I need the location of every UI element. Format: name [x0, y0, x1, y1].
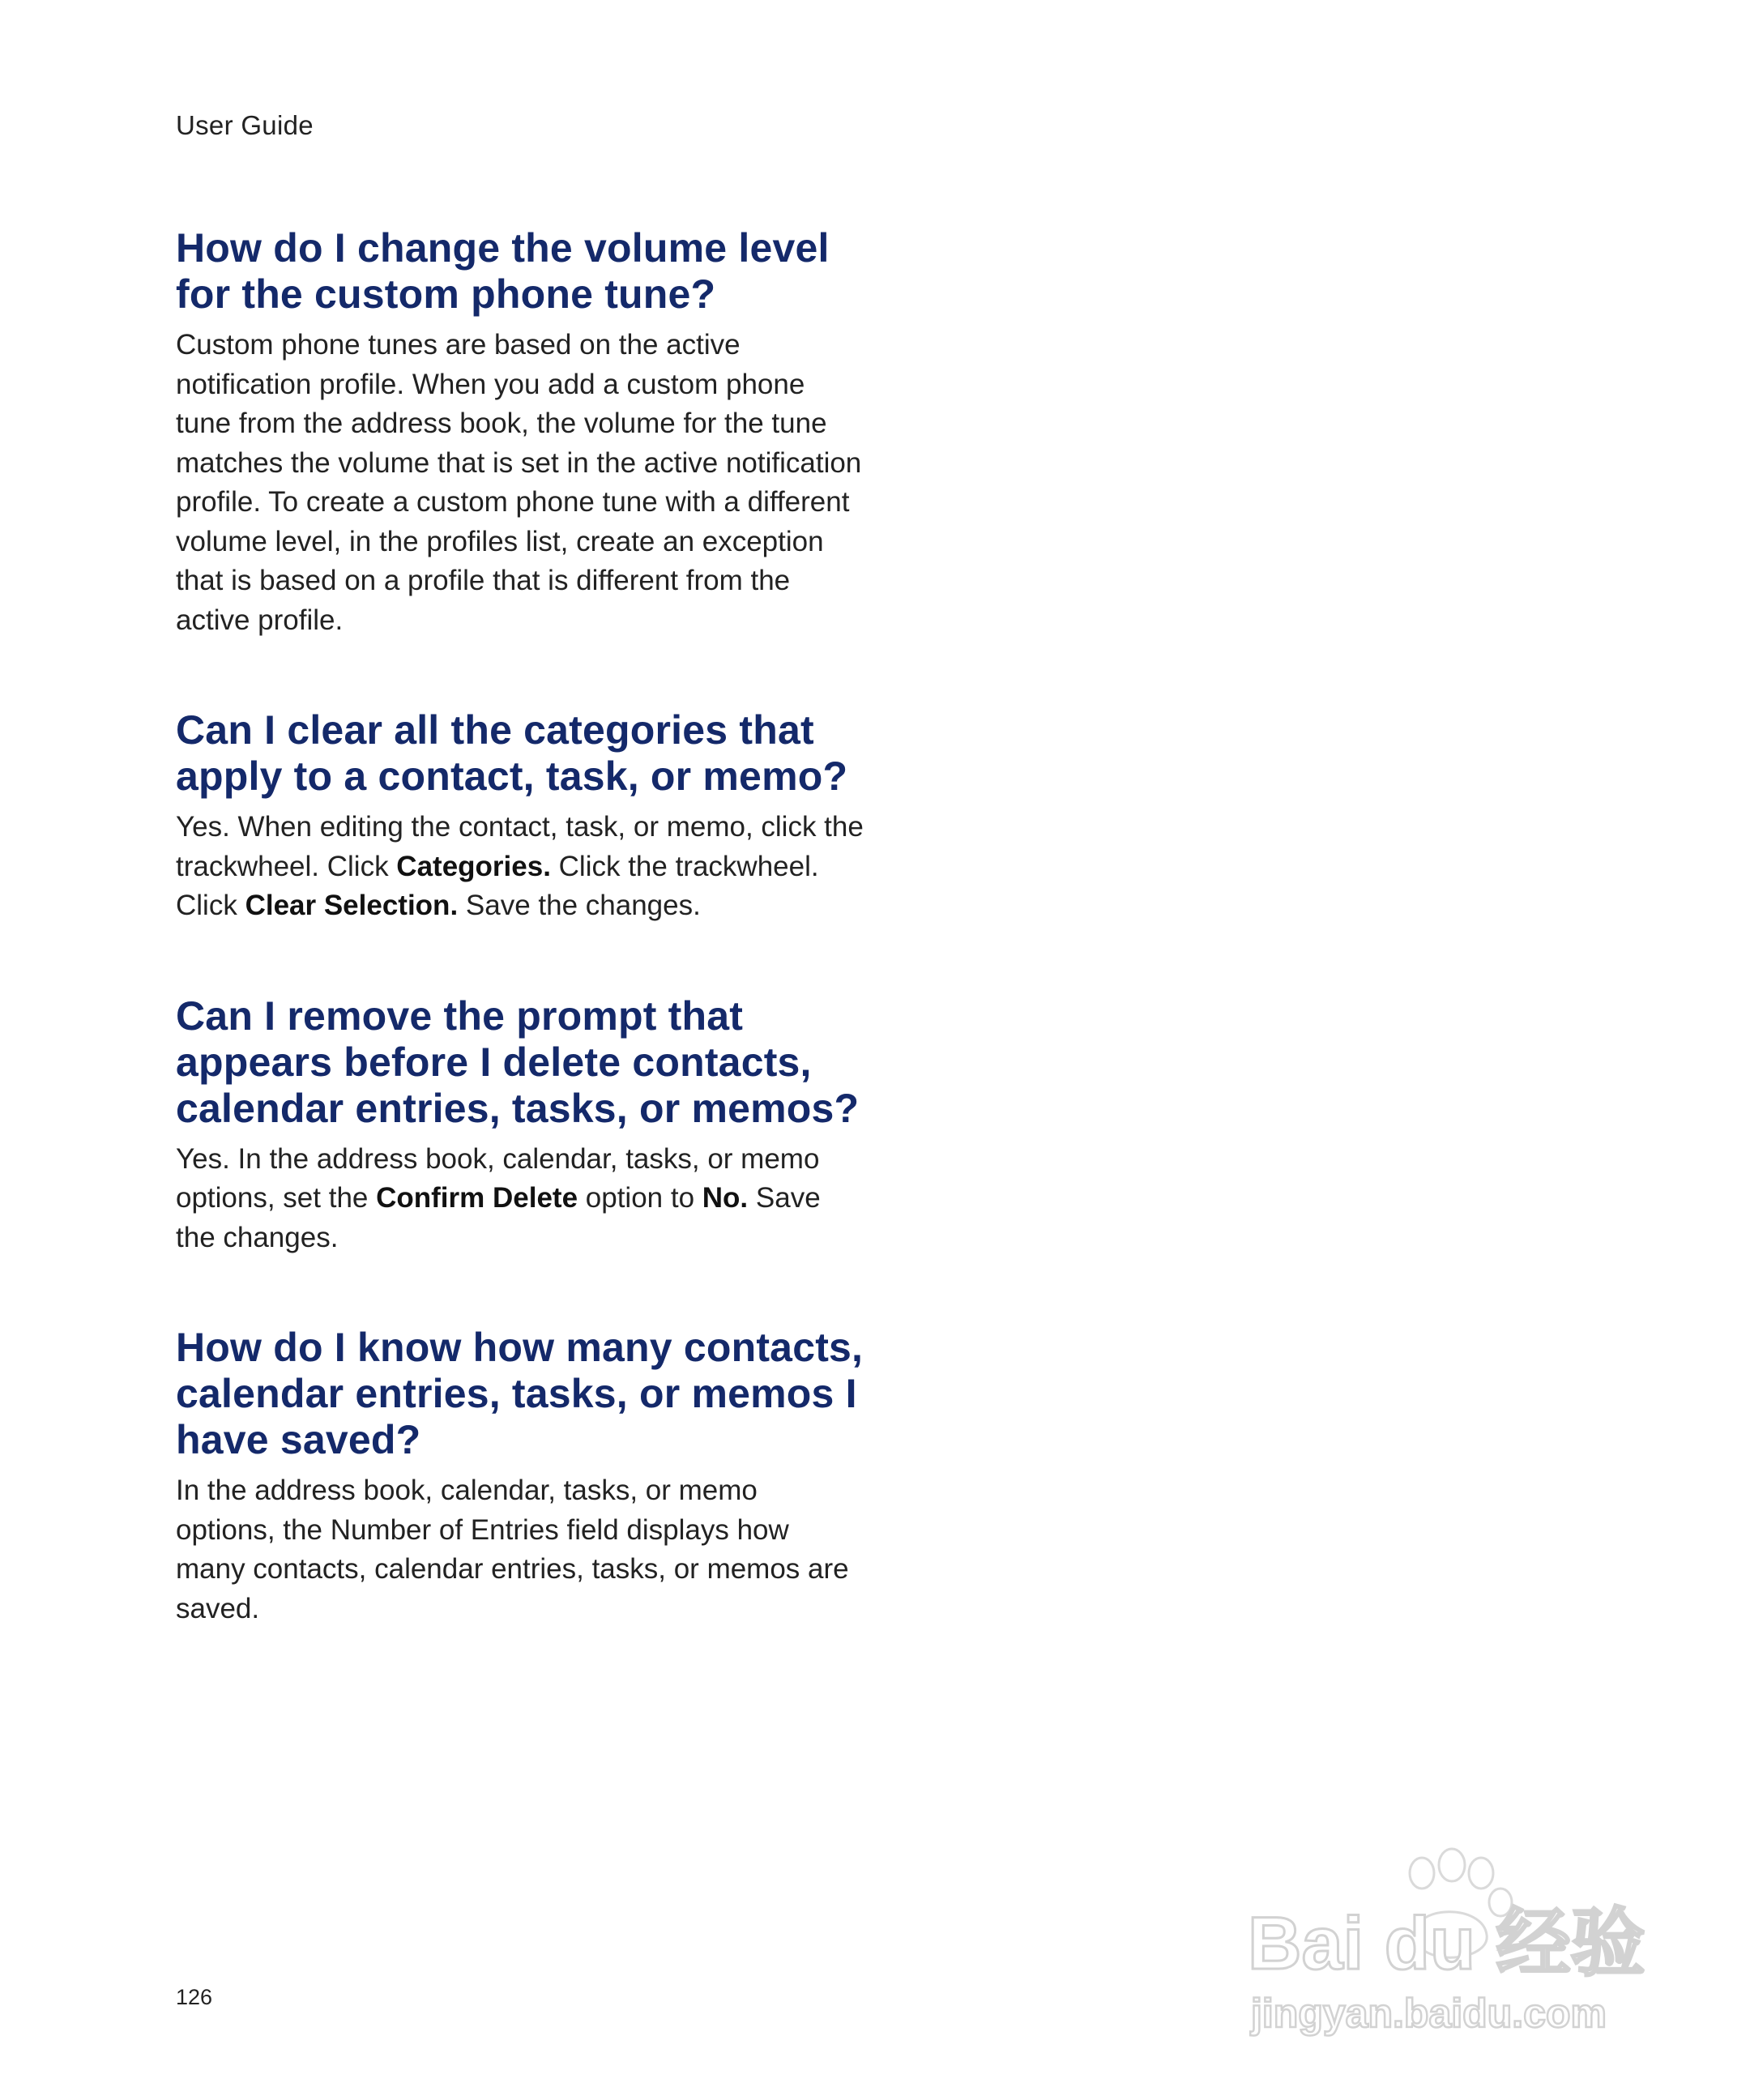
- answer-text: In the address book, calendar, tasks, or memo options, the Number of Entries field displays how many contacts, calendar entries, tasks, or memos are saved.: [176, 1475, 849, 1624]
- answer-text: option to: [578, 1182, 702, 1214]
- ui-term: Confirm Delete: [376, 1182, 578, 1214]
- paw-toe-icon: [1410, 1858, 1434, 1889]
- faq-answer: [176, 326, 864, 640]
- answer-text: Click the trackwheel. Click: [176, 850, 819, 921]
- ui-term: Categories.: [396, 850, 551, 882]
- answer-text: Yes. In the address book, calendar, tasks, or memo options, set the: [176, 1142, 820, 1214]
- answer-text: Save the changes.: [458, 890, 701, 921]
- page-number: 126: [176, 1985, 213, 2009]
- faq-item: [176, 1325, 864, 1628]
- answer-text: Save the changes.: [176, 1182, 821, 1253]
- faq-question: Can I clear all the categories that apply to a contact, task, or memo?: [176, 707, 848, 799]
- baidu-jingyan-watermark: [1240, 1839, 1661, 2050]
- answer-text: Custom phone tunes are based on the active notification profile. When you add a custom phone tune from the address book, the volume for the tune matches the volume that is set in the active notification profile. To create a custom phone tune with a different volume level, in the profiles list, create an exception that is based on a profile that is different from the active profile.: [176, 329, 862, 636]
- paw-toe-icon: [1469, 1858, 1493, 1889]
- faq-answer: [176, 808, 864, 926]
- ui-term: No.: [702, 1182, 749, 1214]
- faq-answer: [176, 1140, 864, 1258]
- faq-item: [176, 993, 864, 1258]
- faq-item: [176, 707, 864, 926]
- ui-term: Clear Selection.: [245, 890, 459, 921]
- faq-question: Can I remove the prompt that appears before I delete contacts, calendar entries, tasks, or memos?: [176, 992, 860, 1131]
- watermark-brand: Bai du 经验: [1248, 1902, 1645, 1985]
- answer-text: Yes. When editing the contact, task, or memo, click the trackwheel. Click: [176, 811, 864, 882]
- faq-content: [176, 225, 864, 1696]
- running-header: User Guide: [176, 110, 314, 140]
- faq-question: How do I change the volume level for the custom phone tune?: [176, 225, 830, 317]
- faq-answer: [176, 1471, 864, 1628]
- faq-question: How do I know how many contacts, calendar entries, tasks, or memos I have saved?: [176, 1325, 864, 1462]
- watermark-url: jingyan.baidu.com: [1251, 1991, 1607, 2036]
- paw-toe-icon: [1439, 1849, 1465, 1881]
- faq-item: [176, 225, 864, 640]
